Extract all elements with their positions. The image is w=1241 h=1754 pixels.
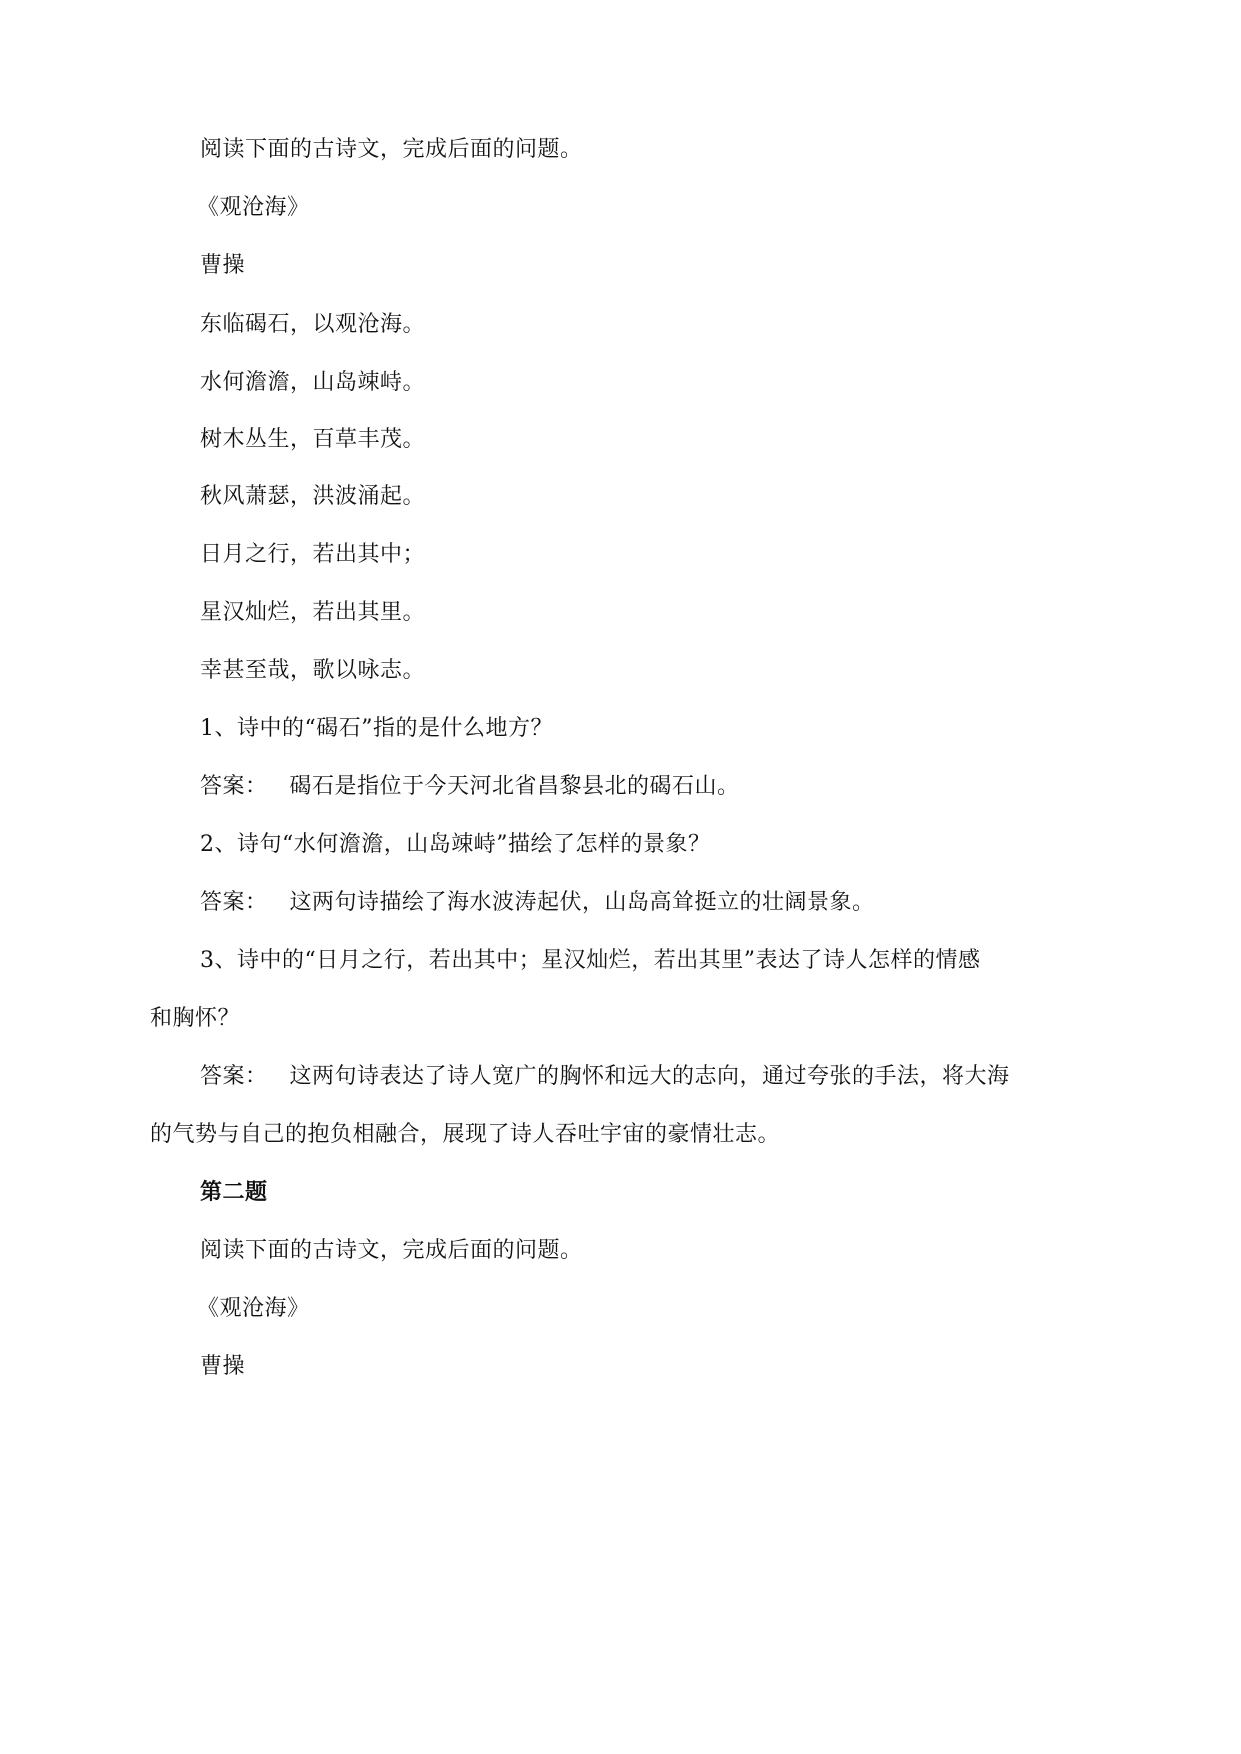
poem-line: 东临碣石，以观沧海。 bbox=[200, 312, 426, 337]
section1-intro: 阅读下面的古诗文，完成后面的问题。 bbox=[200, 137, 583, 162]
section1-poem-title: 《观沧海》 bbox=[197, 195, 310, 220]
question-2: 2、诗句“水何澹澹，山岛竦峙”描绘了怎样的景象？ bbox=[200, 832, 711, 857]
answer-3-line-1 bbox=[200, 1062, 1010, 1092]
answer-text: 这两句诗描绘了海水波涛起伏，山岛高耸挺立的壮阔景象。 bbox=[289, 890, 875, 915]
section2-poem-title: 《观沧海》 bbox=[197, 1296, 310, 1321]
question-3-line-1: 3、诗中的“日月之行，若出其中；星汉灿烂，若出其里”表达了诗人怎样的情感 bbox=[200, 948, 981, 973]
section2-author: 曹操 bbox=[200, 1354, 246, 1379]
answer-2 bbox=[200, 888, 875, 918]
poem-line: 幸甚至哉，歌以咏志。 bbox=[200, 658, 426, 683]
poem-line: 日月之行，若出其中； bbox=[200, 542, 426, 567]
question-3-line-2: 和胸怀？ bbox=[150, 1006, 241, 1031]
answer-text: 这两句诗表达了诗人宽广的胸怀和远大的志向，通过夸张的手法，将大海 bbox=[289, 1064, 1010, 1089]
answer-text: 碣石是指位于今天河北省昌黎县北的碣石山。 bbox=[289, 774, 740, 799]
poem-line: 水何澹澹，山岛竦峙。 bbox=[200, 370, 426, 395]
answer-1 bbox=[200, 772, 740, 802]
answer-label: 答案： bbox=[200, 890, 268, 915]
answer-3-line-2: 的气势与自己的抱负相融合，展现了诗人吞吐宇宙的豪情壮志。 bbox=[150, 1122, 781, 1147]
poem-line: 秋风萧瑟，洪波涌起。 bbox=[200, 484, 426, 509]
section1-author: 曹操 bbox=[200, 253, 246, 278]
answer-label: 答案： bbox=[200, 1064, 268, 1089]
section2-heading: 第二题 bbox=[200, 1180, 268, 1205]
question-1: 1、诗中的“碣石”指的是什么地方？ bbox=[200, 716, 553, 741]
poem-line: 树木丛生，百草丰茂。 bbox=[200, 427, 426, 452]
section2-intro: 阅读下面的古诗文，完成后面的问题。 bbox=[200, 1238, 583, 1263]
answer-label: 答案： bbox=[200, 774, 268, 799]
poem-line: 星汉灿烂，若出其里。 bbox=[200, 600, 426, 625]
